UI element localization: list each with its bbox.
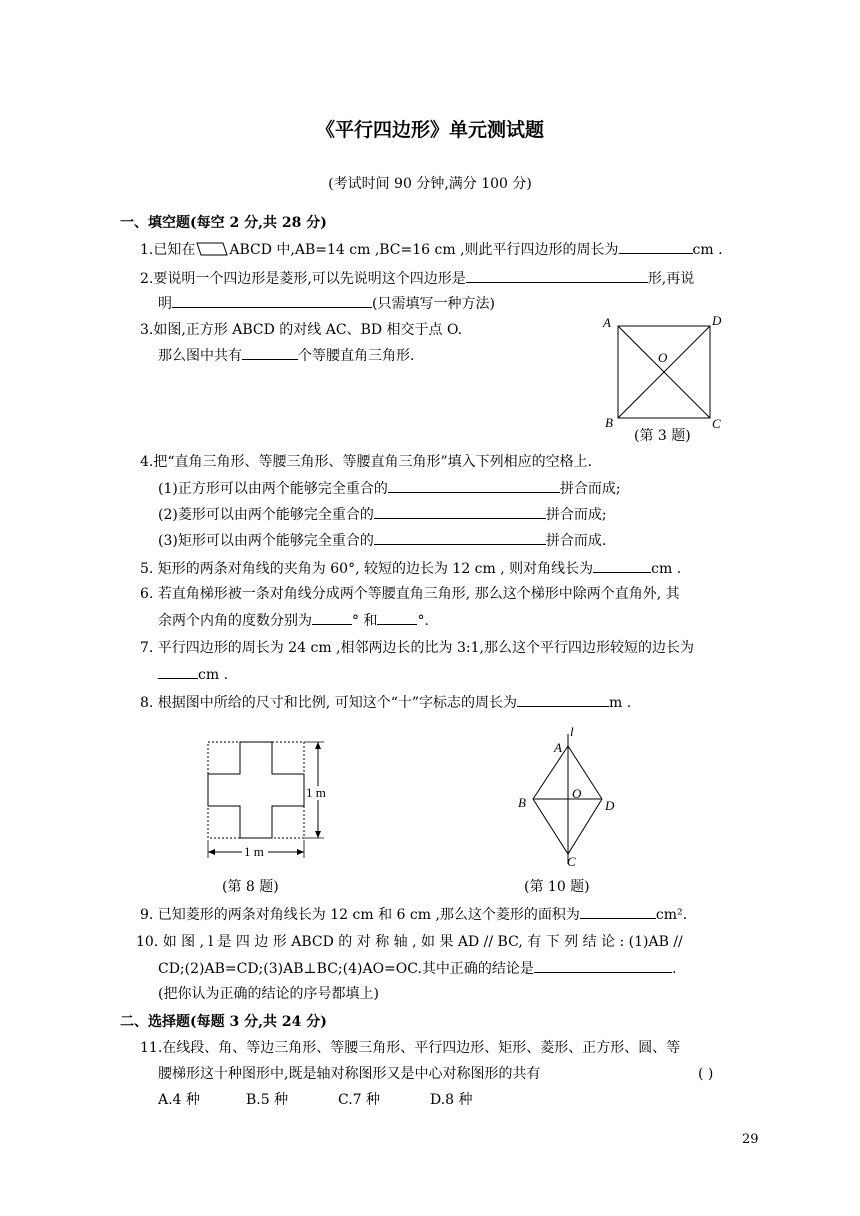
question-4-stem: 4.把“直角三角形、等腰三角形、等腰直角三角形”填入下列相应的空格上. (140, 454, 593, 470)
q6-text-d: °. (417, 613, 429, 629)
figure-10-quadrilateral (510, 724, 630, 869)
fig10-label-o: O (572, 786, 582, 801)
question-4-part-1 (158, 478, 621, 499)
q1-text-a: 1.已知在 (140, 242, 196, 258)
arrow-down-icon (315, 831, 321, 838)
q9-text-a: 9. 已知菱形的两条对角线长为 12 cm 和 6 cm ,那么这个菱形的面积为 (140, 907, 580, 923)
section-heading-fill-in: 一、填空题(每空 2 分,共 28 分) (120, 215, 327, 231)
fig3-label-o: O (658, 350, 668, 365)
question-9 (140, 904, 687, 925)
fig10-label-c: C (567, 854, 576, 869)
q8-text-a: 8. 根据图中所给的尺寸和比例, 可知这个“十”字标志的周长为 (140, 695, 518, 711)
option-d[interactable]: D.8 种 (430, 1092, 473, 1108)
q2-text-c: 明 (158, 296, 172, 312)
q4-text-2: (2)菱形可以由两个能够完全重合的 (158, 507, 374, 523)
q1-text-c: cm . (692, 242, 723, 258)
q7-answer-blank[interactable] (158, 664, 198, 679)
figure-3-square (600, 314, 720, 444)
q10-answer-blank[interactable] (534, 958, 672, 973)
question-2-line-1 (140, 268, 694, 289)
q5-text-a: 5. 矩形的两条对角线的夹角为 60°, 较短的边长为 12 cm , 则对角线长为 (140, 561, 594, 577)
fig8-side-label: 1 m (306, 785, 326, 800)
question-7-line-1: 7. 平行四边形的周长为 24 cm ,相邻两边长的比为 3:1,那么这个平行四边形较短的边长为 (140, 640, 694, 656)
q4-answer-blank-2[interactable] (374, 504, 546, 519)
arrow-left-icon (208, 849, 215, 855)
question-10-line-2 (158, 958, 676, 979)
q6-answer-blank-1[interactable] (312, 610, 352, 625)
fig3-label-c: C (712, 416, 721, 431)
q4-tail-2: 拼合而成; (545, 507, 607, 523)
q4-tail-1: 拼合而成; (559, 481, 621, 497)
question-10-line-3: (把你认为正确的结论的序号都填上) (158, 986, 379, 1002)
figure-8-caption: (第 8 题) (222, 879, 279, 895)
q3-text-c: 个等腰直角三角形. (298, 348, 415, 364)
q8-text-b: m . (609, 695, 632, 711)
q6-answer-blank-2[interactable] (377, 610, 417, 625)
question-6-line-2 (158, 610, 429, 631)
question-1 (140, 239, 723, 260)
q6-text-b: 余两个内角的度数分别为 (158, 613, 312, 629)
q4-tail-3: 拼合而成. (545, 533, 607, 549)
fig10-label-b: B (518, 795, 526, 810)
option-b[interactable]: B.5 种 (246, 1092, 289, 1108)
arrow-right-icon (297, 849, 304, 855)
question-4-part-3 (158, 530, 606, 551)
q6-text-c: ° 和 (352, 613, 378, 629)
section-heading-multiple-choice: 二、选择题(每题 3 分,共 24 分) (120, 1014, 327, 1030)
q3-answer-blank[interactable] (242, 345, 298, 360)
q2-answer-blank-1[interactable] (466, 268, 648, 283)
q2-text-a: 2.要说明一个四边形是菱形,可以先说明这个四边形是 (140, 271, 466, 287)
question-11-line-2: 腰梯形这十种图形中,既是轴对称图形又是中心对称图形的共有 (158, 1066, 541, 1082)
question-7-line-2 (158, 664, 228, 685)
figure-3-caption: (第 3 题) (634, 428, 691, 444)
question-11-line-1: 11.在线段、角、等边三角形、等腰三角形、平行四边形、矩形、菱形、正方形、圆、等 (140, 1040, 681, 1056)
q7-text-b: cm . (198, 667, 229, 683)
fig3-label-a: A (603, 315, 611, 330)
q8-answer-blank[interactable] (517, 692, 609, 707)
q4-text-3: (3)矩形可以由两个能够完全重合的 (158, 533, 374, 549)
option-c[interactable]: C.7 种 (338, 1092, 381, 1108)
fig8-bottom-label: 1 m (244, 844, 264, 859)
fig10-label-d: D (605, 798, 615, 813)
q5-text-b: cm . (651, 561, 682, 577)
q10-text-c: . (671, 961, 677, 977)
fig3-label-d: D (712, 313, 722, 328)
question-4-part-2 (158, 504, 607, 525)
q4-answer-blank-1[interactable] (388, 478, 560, 493)
q1-text-b: ABCD 中,AB=14 cm ,BC=16 cm ,则此平行四边形的周长为 (229, 242, 619, 258)
arrow-up-icon (315, 742, 321, 749)
question-3-line-1: 3.如图,正方形 ABCD 的对线 AC、BD 相交于点 O. (140, 322, 463, 338)
q2-text-b: 形,再说 (647, 271, 695, 287)
question-6-line-1: 6. 若直角梯形被一条对角线分成两个等腰直角三角形, 那么这个梯形中除两个直角外, 其 (140, 586, 680, 602)
q1-answer-blank[interactable] (619, 239, 693, 254)
question-5 (140, 558, 681, 579)
option-a[interactable]: A.4 种 (158, 1092, 200, 1108)
q4-text-1: (1)正方形可以由两个能够完全重合的 (158, 481, 388, 497)
fig10-label-l: l (570, 724, 574, 739)
exam-info: (考试时间 90 分钟,满分 100 分) (328, 176, 532, 192)
q10-text-b: CD;(2)AB=CD;(3)AB⊥BC;(4)AO=OC.其中正确的结论是 (158, 961, 534, 977)
question-11-options (158, 1090, 473, 1110)
page-number: 29 (742, 1132, 759, 1147)
page-title: 《平行四边形》单元测试题 (315, 119, 544, 141)
q4-answer-blank-3[interactable] (374, 530, 546, 545)
q9-answer-blank[interactable] (580, 904, 656, 919)
question-8 (140, 692, 631, 713)
q3-text-b: 那么图中共有 (158, 348, 242, 364)
figure-10-caption: (第 10 题) (524, 879, 590, 895)
q9-text-b: cm². (655, 907, 688, 923)
fig3-label-b: B (605, 415, 613, 430)
question-10-line-1: 10. 如 图 , l 是 四 边 形 ABCD 的 对 称 轴 , 如 果 AD // BC, 有 下 列 结 论 : (1)AB // (136, 934, 683, 950)
fig10-label-a: A (554, 740, 562, 755)
question-2-line-2 (158, 293, 495, 314)
q2-text-d: (只需填写一种方法) (372, 296, 495, 312)
q2-answer-blank-2[interactable] (172, 293, 372, 308)
figure-8-cross (200, 736, 360, 866)
parallelogram-icon (195, 242, 229, 256)
question-11-answer-paren[interactable]: ( ) (698, 1066, 714, 1082)
question-3-line-2 (158, 345, 414, 366)
cross-shape (208, 742, 304, 838)
q5-answer-blank[interactable] (593, 558, 651, 573)
